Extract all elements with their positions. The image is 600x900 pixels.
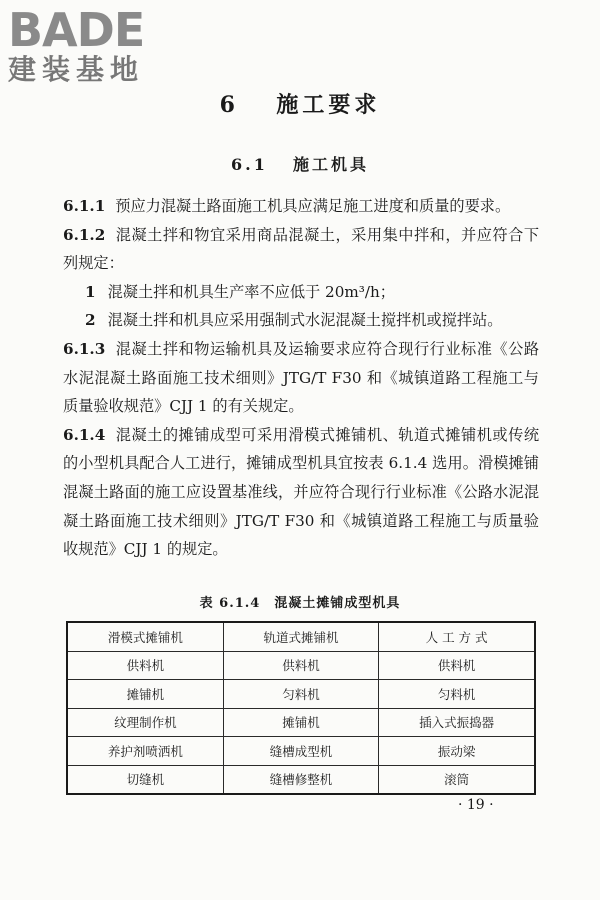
item-text: 混凝土拌和机具生产率不应低于 20m³/h；: [107, 282, 395, 301]
clause-6-1-2-item-1: [63, 278, 539, 307]
clause-text: 混凝土拌和物宜采用商品混凝土，采用集中拌和，并应符合下列规定：: [63, 225, 539, 273]
machinery-table: [66, 621, 536, 795]
logo-latin: BADE: [8, 3, 145, 57]
table-row: [67, 680, 535, 709]
table-cell: 摊铺机: [223, 708, 378, 737]
page-number: · 19 ·: [458, 797, 494, 813]
chapter-heading: [0, 88, 600, 119]
item-number: 2: [85, 311, 96, 330]
clause-text: 预应力混凝土路面施工机具应满足施工进度和质量的要求。: [115, 197, 511, 215]
body-text: [63, 192, 539, 564]
section-heading: [0, 152, 600, 175]
table-row: [67, 708, 535, 737]
table-row: [67, 765, 535, 794]
chapter-title: 施工要求: [276, 92, 381, 118]
chapter-number: 6: [219, 92, 239, 118]
table-cell: 插入式振捣器: [379, 708, 535, 737]
table-header-cell: 人 工 方 式: [379, 622, 535, 651]
table-cell: 供料机: [223, 651, 378, 680]
item-number: 1: [85, 282, 96, 301]
clause-number: 6.1.2: [63, 225, 106, 244]
table-cell: 纹理制作机: [67, 708, 223, 737]
table-header-row: [67, 622, 535, 651]
table-cell: 缝槽修整机: [223, 765, 378, 794]
table-row: [67, 737, 535, 766]
logo-chinese: 建装基地: [8, 53, 145, 86]
table-cell: 摊铺机: [67, 680, 223, 709]
table-cell: 匀料机: [223, 680, 378, 709]
table-header-cell: 轨道式摊铺机: [223, 622, 378, 651]
table-header-cell: 滑模式摊铺机: [67, 622, 223, 651]
table-row: [67, 651, 535, 680]
clause-text: 混凝土拌和物运输机具及运输要求应符合现行行业标准《公路水泥混凝土路面施工技术细则》JTG/T F30 和《城镇道路工程施工与质量验收规范》CJJ 1 的有关规定。: [63, 339, 539, 416]
table-cell: 匀料机: [379, 680, 535, 709]
clause-number: 6.1.3: [63, 339, 106, 358]
clause-6-1-2-item-2: [63, 306, 539, 335]
table-cell: 振动梁: [379, 737, 535, 766]
section-number: 6.1: [230, 155, 268, 174]
clause-6-1-4: [63, 421, 539, 564]
clause-number: 6.1.1: [63, 197, 106, 215]
table-cell: 供料机: [379, 651, 535, 680]
section-title: 施工机具: [292, 155, 369, 174]
table-cell: 养护剂喷洒机: [67, 737, 223, 766]
clause-6-1-2: [63, 221, 539, 278]
table-cell: 缝槽成型机: [223, 737, 378, 766]
clause-text: 混凝土的摊铺成型可采用滑模式摊铺机、轨道式摊铺机或传统的小型机具配合人工进行，摊铺成型机具宜按表 6.1.4 选用。滑模摊铺混凝土路面的施工应设置基准线，并应符合现行行业标准《公路水泥混凝土路面施工技术细则》JTG/T F30 和《城镇道路工程施工与质量验收规范》CJJ 1 的规定。: [63, 425, 539, 559]
item-text: 混凝土拌和机具应采用强制式水泥混凝土搅拌机或搅拌站。: [107, 311, 503, 330]
table-cell: 滚筒: [379, 765, 535, 794]
clause-6-1-3: [63, 335, 539, 421]
clause-6-1-1: [63, 192, 539, 221]
table-title: 表 6.1.4 混凝土摊铺成型机具: [199, 596, 401, 611]
table-cell: 切缝机: [67, 765, 223, 794]
table-cell: 供料机: [67, 651, 223, 680]
watermark-logo: [8, 3, 183, 98]
clause-number: 6.1.4: [63, 425, 106, 444]
